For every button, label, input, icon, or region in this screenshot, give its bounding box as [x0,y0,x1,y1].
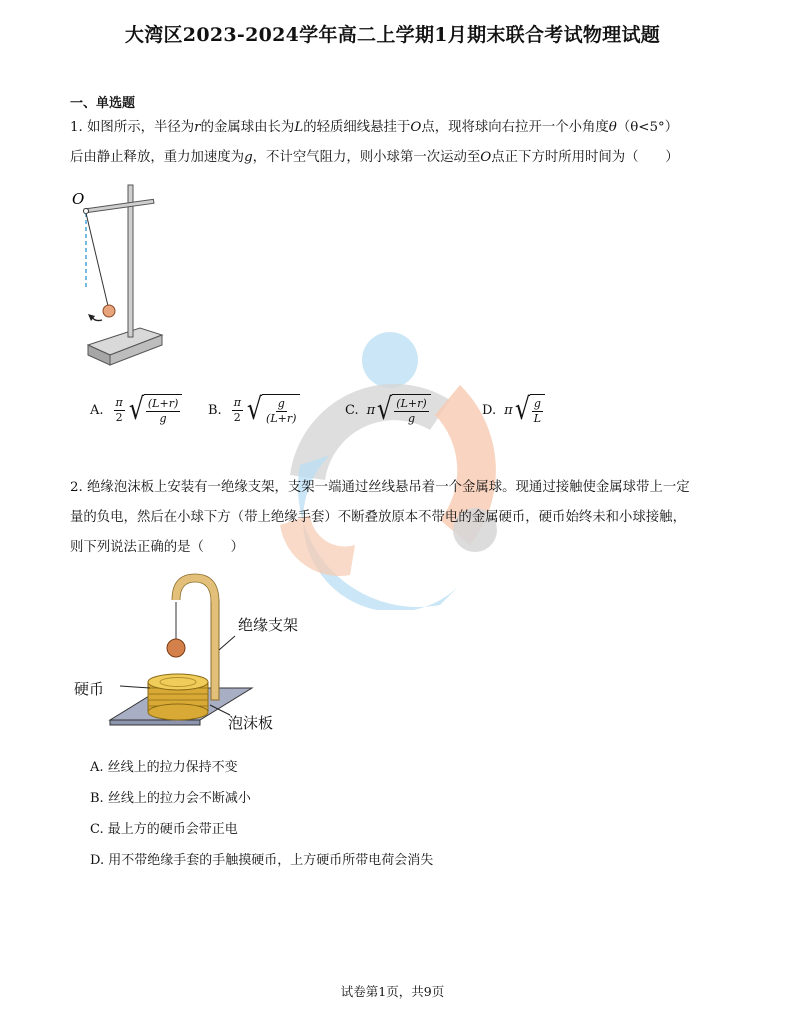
q1-var-r: r [194,120,201,135]
q2-line3 [70,538,244,558]
q2-option-c[interactable] [90,818,238,837]
stand-label: 绝缘支架 [238,616,299,634]
q1-var-O2: O [480,150,492,165]
coin-top [148,674,208,690]
option-b-rad-den: (L+r) [266,412,297,425]
q1-var-theta: θ [608,120,617,135]
q1-option-d[interactable]: D. π √ $\frac{g}{L}$ [482,394,545,426]
option-letter: C. [90,822,104,837]
stand-leader [219,636,235,650]
q1-text-d: 点，现将球向右拉开一个小角度 [421,120,609,135]
pendulum-pivot-label: O [72,190,85,208]
q1-text-e: （θ<5°） [616,120,679,135]
pendulum-ball [103,305,115,317]
metal-ball [167,639,185,657]
option-b-coef-num: π [233,395,241,409]
pendulum-figure [70,180,180,370]
q1-text-b: 的金属球由长为 [200,120,295,135]
option-letter: B. [208,402,222,418]
option-letter: D. [90,853,105,868]
option-letter: D. [482,402,497,418]
option-d-rad-den: L [533,412,542,425]
stand-pole [128,185,133,337]
option-text: 丝线上的拉力保持不变 [107,760,238,775]
insulated-stand-figure [70,570,320,742]
q1-var-O: O [410,120,422,135]
q1-text-f: 后由静止释放，重力加速度为 [70,150,245,165]
q2-option-a[interactable] [90,756,238,775]
q1-var-g: g [244,150,253,165]
option-letter: C. [345,402,359,418]
board-label: 泡沫板 [228,714,274,732]
q1-text-c: 的轻质细线悬挂于 [303,120,411,135]
option-a-rad-num: (L+r) [147,397,179,410]
coin-stack [148,674,208,720]
option-b-rad-num: g [277,397,285,410]
option-text: 最上方的硬币会带正电 [107,822,238,837]
foam-board-edge [110,720,200,725]
option-letter: B. [90,791,104,806]
option-a-coef-num: π [115,395,123,409]
section-heading: 一、单选题 [70,96,136,111]
option-text: 丝线上的拉力会不断减小 [107,791,251,806]
q2-option-d[interactable] [90,849,433,868]
q1-option-b[interactable]: B. $\frac{\pi}{2}$ √ $\frac{g}{(L+r)}$ [208,394,300,426]
option-d-rad-num: g [533,397,541,410]
watermark-dot-blue [362,332,418,388]
watermark-logo [270,325,520,610]
q1-text-a: 如图所示，半径为 [87,120,195,135]
option-c-coef: π [366,402,376,418]
pivot-point [84,209,89,214]
exam-title: 大湾区2023-2024学年高二上学期1月期末联合考试物理试题 [124,24,661,46]
coin-bottom [148,704,208,720]
q1-line2 [70,148,679,168]
q1-line1 [70,118,678,138]
q1-text-h: 点正下方时所用时间为（ ） [491,150,679,165]
q1-option-a[interactable]: A. $\frac{\pi}{2}$ √ $\frac{(L+r)}{g}$ [90,394,182,426]
coin-label: 硬币 [74,680,105,698]
stand-post [211,600,219,700]
option-d-coef: π [504,402,513,418]
q2-text-1: 绝缘泡沫板上安装有一绝缘支架，支架一端通过丝线悬吊着一个金属球。现通过接触使金属球带上一定 [87,480,690,495]
option-text: 用不带绝缘手套的手触摸硬币，上方硬币所带电荷会消失 [108,853,434,868]
option-letter: A. [90,402,104,418]
q2-line1 [70,478,690,498]
q2-line2 [70,508,686,528]
coin-leader [120,686,150,688]
option-b-coef-den: 2 [233,410,241,424]
q2-option-b[interactable] [90,787,251,806]
q1-var-L: L [294,120,304,135]
q2-number: 2. [70,480,83,495]
page-footer: 试卷第1页，共9页 [340,984,445,999]
option-a-coef-den: 2 [115,410,123,424]
option-letter: A. [90,760,104,775]
option-a-rad-den: g [159,412,167,425]
stand-arm [84,199,154,213]
q2-text-2: 量的负电，然后在小球下方（带上绝缘手套）不断叠放原本不带电的金属硬币，硬币始终未和小球接触， [70,510,686,525]
option-c-rad-den: g [407,412,415,425]
q1-text-g: ，不计空气阻力，则小球第一次运动至 [252,150,481,165]
q1-option-c[interactable]: C. π √ $\frac{(L+r)}{g}$ [345,394,431,426]
q1-number: 1. [70,120,83,135]
pendulum-string [86,213,108,306]
option-c-rad-num: (L+r) [396,397,427,410]
q2-text-3: 则下列说法正确的是（ ） [70,540,245,555]
